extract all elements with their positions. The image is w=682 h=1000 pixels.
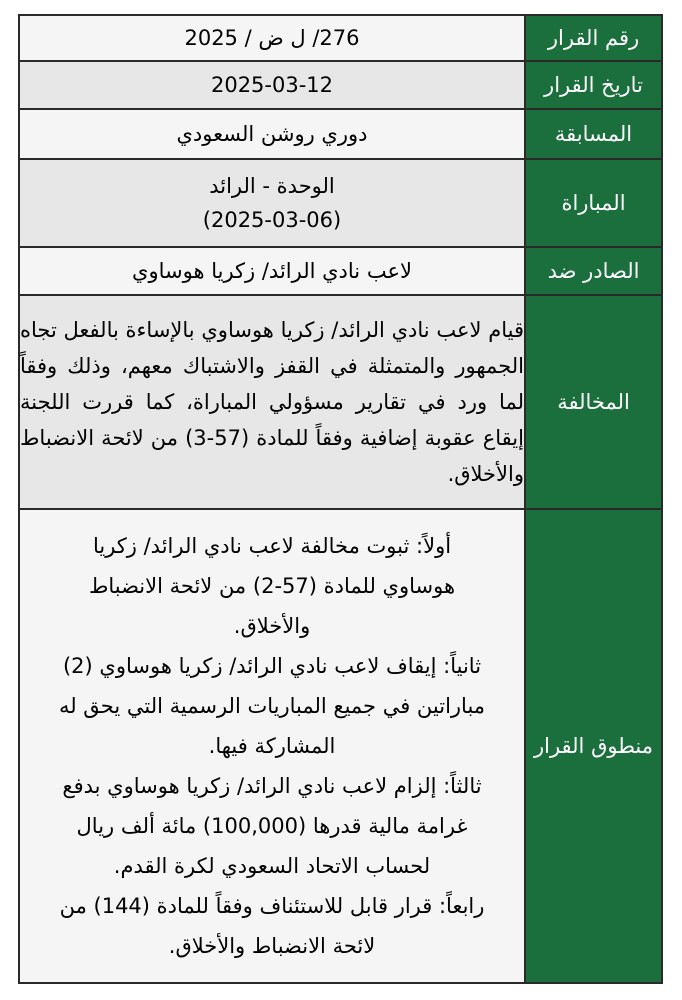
decision-table — [18, 14, 663, 984]
label-decision-number: رقم القرار — [525, 15, 662, 61]
reasoning-line: أولاً: ثبوت مخالفة لاعب نادي الرائد/ زكريا — [92, 534, 452, 558]
reasoning-line: مباراتين في جميع المباريات الرسمية التي يحق له — [58, 694, 486, 718]
reasoning-line: هوساوي للمادة (57-2) من لائحة الانضباط — [88, 574, 456, 598]
label-decision-date: تاريخ القرار — [525, 61, 662, 109]
row-decision-date — [19, 61, 662, 109]
label-competition: المسابقة — [525, 109, 662, 159]
value-decision-date: 2025-03-12 — [19, 61, 525, 109]
match-date: (2025-03-06) — [202, 208, 342, 232]
row-violation — [19, 295, 662, 509]
reasoning-line: ثانياً: إيقاف لاعب نادي الرائد/ زكريا هوساوي (2) — [62, 654, 482, 678]
value-decision-number: 276/ ل ض / 2025 — [19, 15, 525, 61]
row-issued-against — [19, 247, 662, 295]
label-match: المباراة — [525, 159, 662, 247]
reasoning-line: المشاركة فيها. — [208, 734, 336, 758]
value-reasoning — [19, 509, 525, 983]
reasoning-line: غرامة مالية قدرها (100,000) مائة ألف ريال — [76, 814, 468, 838]
reasoning-line: لحساب الاتحاد السعودي لكرة القدم. — [113, 854, 431, 878]
label-reasoning: منطوق القرار — [525, 509, 662, 983]
value-violation: قيام لاعب نادي الرائد/ زكريا هوساوي بالإساءة بالفعل تجاه الجمهور والمتمثلة في القفز والاشتباك معهم، وذلك وفقاً لما ورد في تقارير مسؤولي المباراة، كما قررت اللجنة إيقاع عقوبة إضافية وفقاً للمادة (57-3) من لائحة الانضباط والأخلاق. — [19, 295, 525, 509]
row-competition — [19, 109, 662, 159]
reasoning-line: والأخلاق. — [233, 614, 311, 638]
label-violation: المخالفة — [525, 295, 662, 509]
reasoning-line: لائحة الانضباط والأخلاق. — [168, 934, 376, 958]
row-reasoning — [19, 509, 662, 983]
value-issued-against: لاعب نادي الرائد/ زكريا هوساوي — [19, 247, 525, 295]
row-match — [19, 159, 662, 247]
match-teams: الوحدة - الرائد — [209, 174, 335, 198]
value-competition: دوري روشن السعودي — [19, 109, 525, 159]
row-decision-number — [19, 15, 662, 61]
label-issued-against: الصادر ضد — [525, 247, 662, 295]
value-match — [19, 159, 525, 247]
reasoning-line: رابعاً: قرار قابل للاستئناف وفقاً للمادة (144) من — [59, 894, 485, 918]
reasoning-line: ثالثاً: إلزام لاعب نادي الرائد/ زكريا هوساوي بدفع — [62, 774, 482, 798]
